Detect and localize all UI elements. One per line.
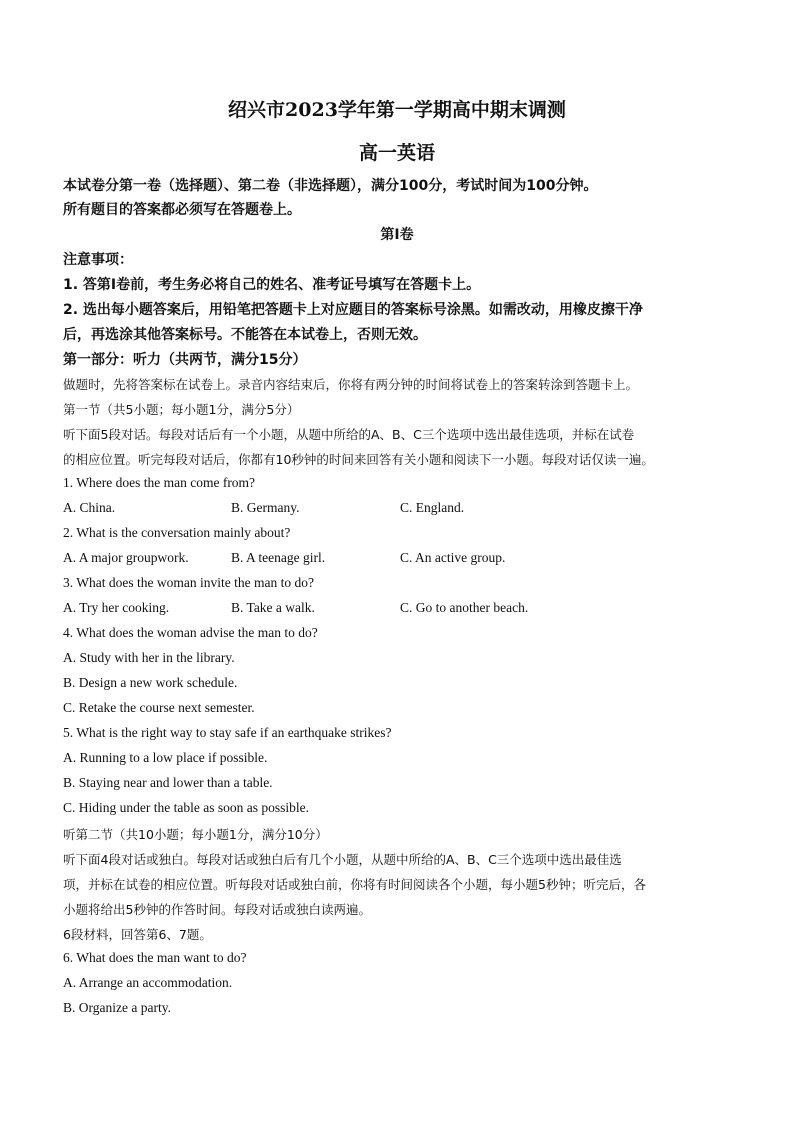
notes-item-2b: 后，再选涂其他答案标号。不能答在本试卷上，否则无效。: [63, 327, 427, 343]
question-2-option-c: C. An active group.: [400, 550, 506, 565]
section2-instruction-c: 小题将给出5秒钟的作答时间。每段对话或独白读两遍。: [63, 902, 371, 917]
notes-item-1: 1. 答第I卷前，考生务必将自己的姓名、准考证号填写在答题卡上。: [63, 277, 481, 293]
question-3-option-a: A. Try her cooking.: [63, 600, 170, 615]
notes-item-2a: 2. 选出每小题答案后，用铅笔把答题卡上对应题目的答案标号涂黑。如需改动，用橡皮擦干净: [63, 302, 643, 318]
question-2-option-b: B. A teenage girl.: [231, 550, 326, 565]
intro-line-1: 本试卷分第一卷（选择题）、第二卷（非选择题），满分100分，考试时间为100分钟。: [63, 178, 598, 194]
question-1-stem: 1. Where does the man come from?: [63, 475, 256, 490]
part1-instruction: 做题时，先将答案标在试卷上。录音内容结束后，你将有两分钟的时间将试卷上的答案转涂到答题卡上。: [63, 377, 639, 392]
question-4-option-c: C. Retake the course next semester.: [63, 700, 255, 715]
section2-heading: 听第二节（共10小题；每小题1分，满分10分）: [63, 827, 328, 842]
question-2-option-a: A. A major groupwork.: [63, 550, 189, 565]
question-3-option-c: C. Go to another beach.: [400, 600, 529, 615]
question-3-stem: 3. What does the woman invite the man to do?: [63, 575, 314, 590]
intro-line-2: 所有题目的答案都必须写在答题卷上。: [63, 202, 301, 218]
question-4-stem: 4. What does the woman advise the man to do?: [63, 625, 318, 640]
question-3-option-b: B. Take a walk.: [231, 600, 315, 615]
question-6-option-a: A. Arrange an accommodation.: [63, 975, 233, 990]
material-6-label: 6段材料，回答第6、7题。: [63, 927, 212, 942]
exam-title: 绍兴市2023学年第一学期高中期末调测: [228, 99, 566, 121]
volume-label: 第I卷: [380, 227, 414, 243]
question-1-option-c: C. England.: [400, 500, 465, 515]
question-5-option-c: C. Hiding under the table as soon as possible.: [63, 800, 309, 815]
question-5-option-b: B. Staying near and lower than a table.: [63, 775, 273, 790]
question-4-option-a: A. Study with her in the library.: [63, 650, 235, 665]
question-2-stem: 2. What is the conversation mainly about?: [63, 525, 291, 540]
section1-instruction-a: 听下面5段对话。每段对话后有一个小题，从题中所给的A、B、C三个选项中选出最佳选项，并标在试卷: [63, 427, 635, 442]
question-5-option-a: A. Running to a low place if possible.: [63, 750, 268, 765]
question-5-stem: 5. What is the right way to stay safe if an earthquake strikes?: [63, 725, 392, 740]
exam-subject: 高一英语: [358, 142, 435, 164]
notes-heading: 注意事项：: [63, 252, 133, 268]
part1-heading: 第一部分：听力（共两节，满分15分）: [63, 352, 307, 368]
section2-instruction-b: 项，并标在试卷的相应位置。听每段对话或独白前，你将有时间阅读各个小题，每小题5秒钟；听完后，各: [63, 877, 646, 892]
question-1-option-b: B. Germany.: [231, 500, 300, 515]
question-6-option-b: B. Organize a party.: [63, 1000, 171, 1015]
question-1-option-a: A. China.: [63, 500, 116, 515]
section2-instruction-a: 听下面4段对话或独白。每段对话或独白后有几个小题，从题中所给的A、B、C三个选项中选出最佳选: [63, 852, 622, 867]
question-4-option-b: B. Design a new work schedule.: [63, 675, 238, 690]
question-6-stem: 6. What does the man want to do?: [63, 950, 247, 965]
section1-instruction-b: 的相应位置。听完每段对话后，你都有10秒钟的时间来回答有关小题和阅读下一小题。每段对话仅读一遍。: [63, 452, 654, 467]
section1-heading: 第一节（共5小题；每小题1分，满分5分）: [63, 402, 300, 417]
